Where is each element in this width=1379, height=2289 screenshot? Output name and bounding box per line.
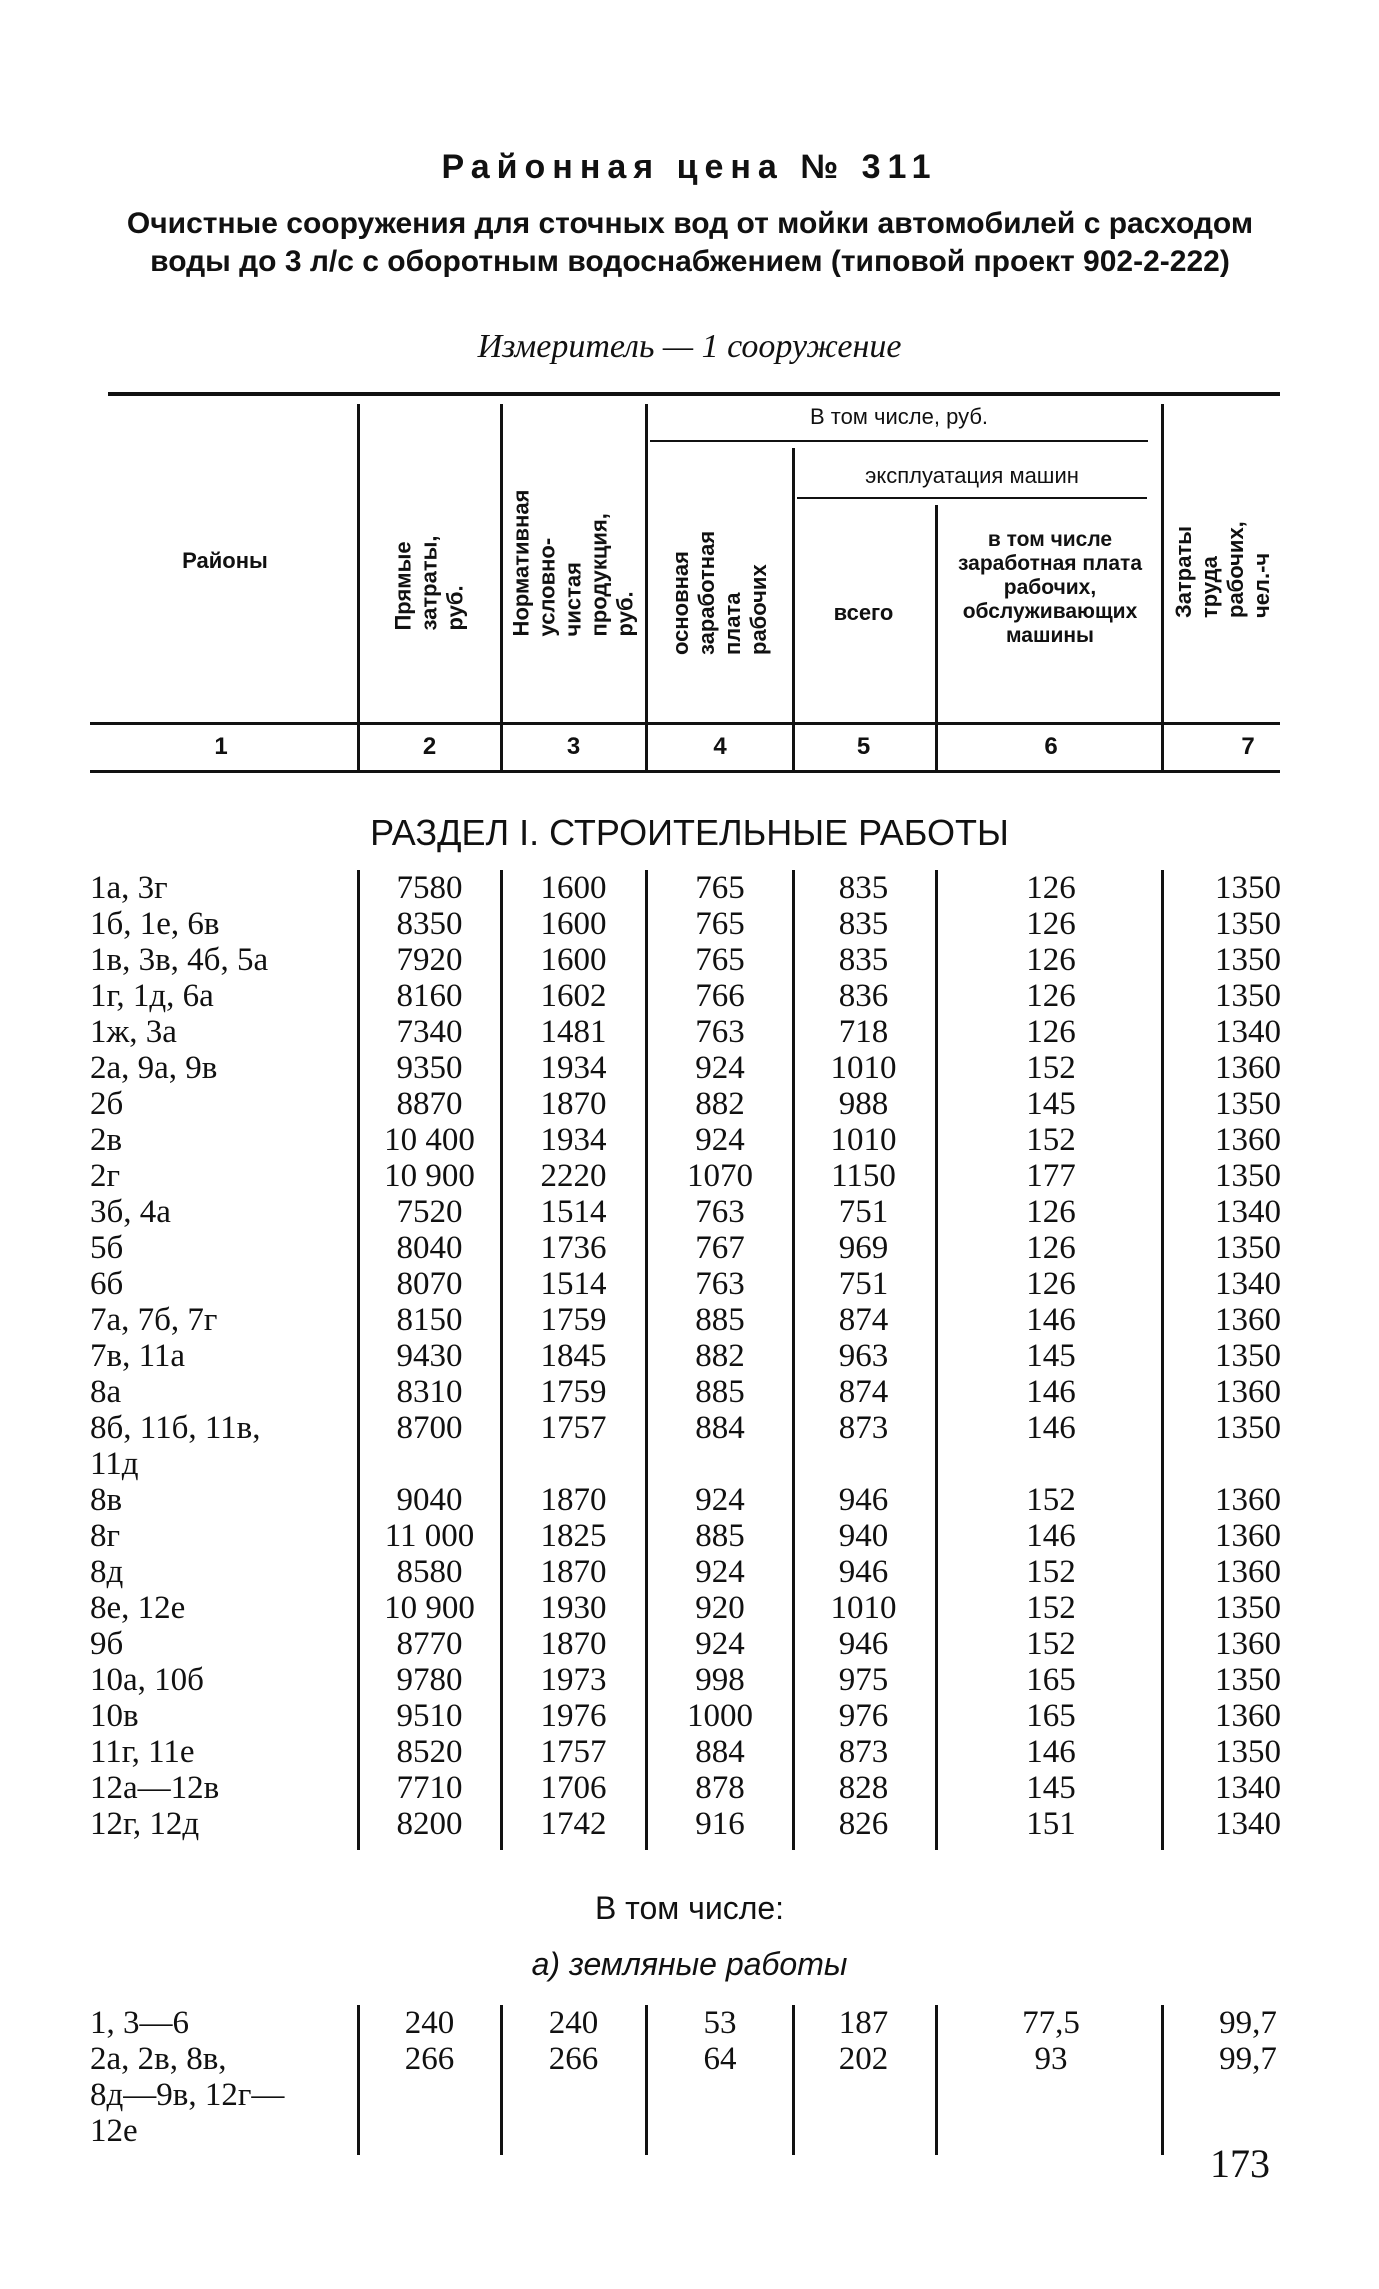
cell-region: 3б, 4а <box>90 1194 171 1230</box>
cell-region: 9б <box>90 1626 124 1662</box>
colnum-2: 2 <box>422 733 437 760</box>
cell-machine-wage: 152 <box>1026 1590 1076 1626</box>
cell-base-wage: 878 <box>695 1770 745 1806</box>
cell-normative-net: 1514 <box>540 1194 607 1230</box>
cell-normative-net: 1930 <box>540 1590 607 1626</box>
header-normative-net: Нормативная условно-чистая продукция, руб. <box>508 489 638 636</box>
cell-machines-total: 873 <box>838 1410 889 1446</box>
cell-labor: 1360 <box>1215 1122 1281 1158</box>
cell-machine-wage: 126 <box>1026 870 1076 906</box>
cell-machines-total: 751 <box>838 1266 889 1302</box>
colnum-bottom-rule <box>90 770 1280 773</box>
cell-region: 8д—9в, 12г— <box>90 2077 285 2113</box>
cell-direct-costs: 7340 <box>396 1014 463 1050</box>
cell-machines-total: 718 <box>838 1014 889 1050</box>
table-row <box>0 2041 1379 2077</box>
table-row <box>0 1014 1379 1050</box>
cell-machines-total: 946 <box>838 1554 889 1590</box>
table-row <box>0 1554 1379 1590</box>
cell-labor: 1350 <box>1215 1158 1281 1194</box>
cell-direct-costs: 8310 <box>396 1374 463 1410</box>
cell-region: 1, 3—6 <box>90 2005 189 2041</box>
cell-labor: 1360 <box>1215 1050 1281 1086</box>
cell-machine-wage: 126 <box>1026 1230 1076 1266</box>
header-vline-3 <box>645 404 648 772</box>
cell-machines-total: 988 <box>838 1086 889 1122</box>
header-direct-costs: Прямые затраты, руб. <box>390 534 468 630</box>
cell-machines-total: 826 <box>838 1806 889 1842</box>
cell-labor: 1360 <box>1215 1698 1281 1734</box>
table-row <box>0 1338 1379 1374</box>
cell-machine-wage: 146 <box>1026 1518 1076 1554</box>
table-row <box>0 1086 1379 1122</box>
cell-normative-net: 1759 <box>540 1374 607 1410</box>
table-row <box>0 1374 1379 1410</box>
cell-labor: 1360 <box>1215 1554 1281 1590</box>
page-number: 173 <box>1210 2141 1270 2186</box>
colnum-1: 1 <box>214 733 228 760</box>
cell-normative-net: 1870 <box>540 1482 607 1518</box>
cell-region: 8в <box>90 1482 123 1518</box>
cell-normative-net: 1757 <box>540 1410 607 1446</box>
cell-normative-net: 1870 <box>540 1626 607 1662</box>
cell-base-wage: 916 <box>695 1806 745 1842</box>
table-row <box>0 1050 1379 1086</box>
cell-normative-net: 240 <box>548 2005 599 2041</box>
cell-labor: 1360 <box>1215 1374 1281 1410</box>
cell-normative-net: 1825 <box>540 1518 607 1554</box>
cell-machine-wage: 152 <box>1026 1050 1076 1086</box>
cell-labor: 1340 <box>1215 1806 1281 1842</box>
cell-normative-net: 1706 <box>540 1770 607 1806</box>
cell-base-wage: 882 <box>695 1086 745 1122</box>
cell-machines-total: 836 <box>838 978 889 1014</box>
cell-labor: 1340 <box>1215 1014 1281 1050</box>
cell-direct-costs: 8350 <box>396 906 463 942</box>
cell-normative-net: 1870 <box>540 1554 607 1590</box>
cell-direct-costs: 8520 <box>396 1734 463 1770</box>
cell-machines-total: 202 <box>838 2041 889 2077</box>
cell-machines-total: 976 <box>838 1698 889 1734</box>
cell-base-wage: 885 <box>695 1518 745 1554</box>
cell-direct-costs: 9780 <box>396 1662 463 1698</box>
cell-normative-net: 1973 <box>540 1662 607 1698</box>
cell-base-wage: 765 <box>695 906 745 942</box>
cell-direct-costs: 8160 <box>396 978 463 1014</box>
cell-labor: 1350 <box>1215 906 1281 942</box>
cell-region: 8б, 11б, 11в, <box>90 1410 261 1446</box>
page-subtitle: Очистные сооружения для сточных вод от мойки автомобилей с расходом воды до 3 л/с с оборотным водоснабжением (типовой проект 902-2-222) <box>126 207 1254 278</box>
cell-direct-costs: 8580 <box>396 1554 463 1590</box>
cell-machine-wage: 126 <box>1026 1014 1076 1050</box>
cell-base-wage: 998 <box>695 1662 745 1698</box>
header-vline-1 <box>357 404 360 772</box>
cell-direct-costs: 7580 <box>396 870 463 906</box>
cell-machine-wage: 126 <box>1026 1194 1076 1230</box>
table-top-rule <box>108 392 1280 396</box>
colnum-3: 3 <box>566 733 581 760</box>
cell-machine-wage: 126 <box>1026 906 1076 942</box>
cell-labor: 1350 <box>1215 1410 1281 1446</box>
cell-machines-total: 874 <box>838 1302 889 1338</box>
cell-normative-net: 266 <box>548 2041 599 2077</box>
cell-base-wage: 924 <box>695 1122 745 1158</box>
section-title: РАЗДЕЛ I. СТРОИТЕЛЬНЫЕ РАБОТЫ <box>370 812 1009 853</box>
cell-machines-total: 963 <box>838 1338 889 1374</box>
cell-region: 8г <box>90 1518 121 1554</box>
cell-machine-wage: 126 <box>1026 978 1076 1014</box>
cell-labor: 1340 <box>1215 1194 1281 1230</box>
cell-region: 6б <box>90 1266 124 1302</box>
cell-region: 12е <box>90 2113 138 2149</box>
table-row <box>0 1806 1379 1842</box>
cell-machines-total: 187 <box>838 2005 889 2041</box>
cell-normative-net: 1934 <box>540 1122 607 1158</box>
colnum-7: 7 <box>1241 733 1255 760</box>
cell-region: 2г <box>90 1158 121 1194</box>
cell-labor: 1350 <box>1215 1230 1281 1266</box>
cell-machines-total: 873 <box>838 1734 889 1770</box>
cell-machine-wage: 146 <box>1026 1410 1076 1446</box>
cell-labor: 1350 <box>1215 1338 1281 1374</box>
cell-region: 2б <box>90 1086 124 1122</box>
cell-machines-total: 969 <box>838 1230 889 1266</box>
cell-direct-costs: 9430 <box>396 1338 463 1374</box>
table-row <box>0 1410 1379 1446</box>
header-machines-total: всего <box>833 600 894 625</box>
table-row <box>0 1590 1379 1626</box>
cell-region: 8е, 12е <box>90 1590 186 1626</box>
cell-base-wage: 884 <box>695 1410 745 1446</box>
cell-machines-total: 835 <box>838 870 889 906</box>
cell-direct-costs: 10 900 <box>384 1590 475 1626</box>
cell-direct-costs: 8770 <box>396 1626 463 1662</box>
cell-base-wage: 885 <box>695 1302 745 1338</box>
cell-labor: 1350 <box>1215 1086 1281 1122</box>
table-row <box>0 2077 1379 2113</box>
header-machines: эксплуатация машин <box>865 463 1079 488</box>
cell-labor: 1340 <box>1215 1770 1281 1806</box>
cell-base-wage: 1070 <box>687 1158 753 1194</box>
cell-labor: 1350 <box>1215 942 1281 978</box>
cell-machines-total: 946 <box>838 1482 889 1518</box>
table-row <box>0 1518 1379 1554</box>
colnum-6: 6 <box>1044 733 1058 760</box>
cell-labor: 1360 <box>1215 1626 1281 1662</box>
cell-normative-net: 1757 <box>540 1734 607 1770</box>
cell-machines-total: 751 <box>838 1194 889 1230</box>
cell-machine-wage: 152 <box>1026 1626 1076 1662</box>
cell-normative-net: 1600 <box>540 906 607 942</box>
cell-base-wage: 924 <box>695 1482 745 1518</box>
cell-base-wage: 766 <box>695 978 745 1014</box>
cell-machines-total: 835 <box>838 906 889 942</box>
cell-base-wage: 53 <box>703 2005 737 2041</box>
cell-machine-wage: 165 <box>1026 1662 1076 1698</box>
table-row <box>0 1158 1379 1194</box>
cell-base-wage: 765 <box>695 942 745 978</box>
table-row <box>0 978 1379 1014</box>
cell-base-wage: 64 <box>703 2041 737 2077</box>
header-machine-wage: в том числе заработная плата рабочих, обслуживающих машины <box>957 528 1143 647</box>
cell-machine-wage: 77,5 <box>1022 2005 1080 2041</box>
header-vline-2 <box>500 404 503 772</box>
cell-direct-costs: 8700 <box>396 1410 463 1446</box>
cell-region: 12г, 12д <box>90 1806 200 1842</box>
cell-machines-total: 1010 <box>830 1122 897 1158</box>
cell-machine-wage: 151 <box>1026 1806 1076 1842</box>
cell-direct-costs: 8200 <box>396 1806 463 1842</box>
cell-region: 1ж, 3а <box>90 1014 177 1050</box>
cell-base-wage: 765 <box>695 870 745 906</box>
cell-base-wage: 884 <box>695 1734 745 1770</box>
cell-labor: 1350 <box>1215 1662 1281 1698</box>
cell-base-wage: 885 <box>695 1374 745 1410</box>
table-row <box>0 2005 1379 2041</box>
cell-direct-costs: 8070 <box>396 1266 463 1302</box>
header-vline-6 <box>1161 404 1164 772</box>
cell-machines-total: 946 <box>838 1626 889 1662</box>
header-base-wage: основная заработная плата рабочих <box>668 530 771 655</box>
cell-base-wage: 924 <box>695 1626 745 1662</box>
table-row <box>0 1302 1379 1338</box>
cell-region: 1а, 3г <box>90 870 168 906</box>
cell-machines-total: 835 <box>838 942 889 978</box>
cell-labor: 1360 <box>1215 1302 1281 1338</box>
table-row <box>0 1734 1379 1770</box>
cell-machine-wage: 152 <box>1026 1482 1076 1518</box>
cell-machine-wage: 145 <box>1026 1770 1076 1806</box>
cell-region: 5б <box>90 1230 124 1266</box>
page-title: Районная цена № 311 <box>441 148 938 186</box>
cell-direct-costs: 9350 <box>396 1050 463 1086</box>
cell-normative-net: 1845 <box>540 1338 607 1374</box>
cell-normative-net: 2220 <box>540 1158 607 1194</box>
cell-direct-costs: 10 400 <box>384 1122 475 1158</box>
cell-direct-costs: 7710 <box>396 1770 463 1806</box>
cell-machine-wage: 146 <box>1026 1734 1076 1770</box>
cell-machines-total: 940 <box>838 1518 889 1554</box>
cell-normative-net: 1602 <box>540 978 607 1014</box>
cell-machines-total: 828 <box>838 1770 889 1806</box>
cell-normative-net: 1514 <box>540 1266 607 1302</box>
cell-normative-net: 1742 <box>540 1806 607 1842</box>
cell-machine-wage: 177 <box>1026 1158 1076 1194</box>
cell-normative-net: 1600 <box>540 870 607 906</box>
header-bottom-rule <box>90 722 1280 725</box>
cell-region: 2а, 2в, 8в, <box>90 2041 227 2077</box>
cell-labor: 1350 <box>1215 870 1281 906</box>
table-row <box>0 2113 1379 2149</box>
table-row <box>0 1194 1379 1230</box>
cell-labor: 1340 <box>1215 1266 1281 1302</box>
cell-base-wage: 763 <box>695 1266 745 1302</box>
cell-base-wage: 763 <box>695 1014 745 1050</box>
cell-region: 10в <box>90 1698 139 1734</box>
cell-base-wage: 920 <box>695 1590 745 1626</box>
cell-labor: 1360 <box>1215 1518 1281 1554</box>
header-vline-5 <box>935 505 938 772</box>
table-row <box>0 1698 1379 1734</box>
cell-machine-wage: 152 <box>1026 1554 1076 1590</box>
cell-direct-costs: 10 900 <box>384 1158 475 1194</box>
incl-rub-rule <box>650 440 1148 442</box>
cell-base-wage: 763 <box>695 1194 745 1230</box>
cell-region: 1г, 1д, 6а <box>90 978 214 1014</box>
cell-machine-wage: 126 <box>1026 1266 1076 1302</box>
cell-region: 2а, 9а, 9в <box>90 1050 218 1086</box>
cell-direct-costs: 8870 <box>396 1086 463 1122</box>
table-row <box>0 1266 1379 1302</box>
cell-normative-net: 1736 <box>540 1230 607 1266</box>
table-row <box>0 1446 1379 1482</box>
cell-normative-net: 1870 <box>540 1086 607 1122</box>
cell-machine-wage: 126 <box>1026 942 1076 978</box>
cell-direct-costs: 8150 <box>396 1302 463 1338</box>
cell-base-wage: 924 <box>695 1554 745 1590</box>
cell-machines-total: 1150 <box>831 1158 896 1194</box>
cell-labor: 1360 <box>1215 1482 1281 1518</box>
header-regions: Районы <box>182 548 268 573</box>
cell-direct-costs: 9510 <box>396 1698 463 1734</box>
cell-region: 11д <box>90 1446 139 1482</box>
header-incl-rub: В том числе, руб. <box>809 404 989 429</box>
cell-region: 7а, 7б, 7г <box>90 1302 218 1338</box>
cell-direct-costs: 11 000 <box>384 1518 475 1554</box>
cell-machine-wage: 145 <box>1026 1338 1076 1374</box>
table-row <box>0 870 1379 906</box>
cell-normative-net: 1976 <box>540 1698 607 1734</box>
cell-machine-wage: 145 <box>1026 1086 1076 1122</box>
measure-unit: Измеритель — 1 сооружение <box>477 328 902 365</box>
cell-base-wage: 1000 <box>687 1698 753 1734</box>
cell-region: 10а, 10б <box>90 1662 204 1698</box>
table-row <box>0 1230 1379 1266</box>
cell-direct-costs: 240 <box>404 2005 455 2041</box>
cell-machines-total: 874 <box>838 1374 889 1410</box>
cell-machines-total: 1010 <box>830 1590 897 1626</box>
cell-machines-total: 975 <box>838 1662 889 1698</box>
table-row <box>0 1122 1379 1158</box>
cell-direct-costs: 7520 <box>396 1194 463 1230</box>
machines-rule <box>797 497 1147 499</box>
header-vline-4 <box>792 448 795 772</box>
cell-labor: 99,7 <box>1219 2005 1277 2041</box>
cell-labor: 1350 <box>1215 1590 1281 1626</box>
header-labor: Затраты труда рабочих, чел.-ч <box>1171 520 1274 618</box>
cell-labor: 1350 <box>1215 978 1281 1014</box>
table-row <box>0 942 1379 978</box>
cell-region: 11г, 11е <box>90 1734 195 1770</box>
table-row <box>0 1626 1379 1662</box>
cell-normative-net: 1481 <box>540 1014 607 1050</box>
cell-machine-wage: 165 <box>1026 1698 1076 1734</box>
table-row <box>0 1662 1379 1698</box>
table-row <box>0 906 1379 942</box>
cell-normative-net: 1759 <box>540 1302 607 1338</box>
table-row <box>0 1482 1379 1518</box>
cell-machine-wage: 152 <box>1026 1122 1076 1158</box>
cell-direct-costs: 7920 <box>396 942 463 978</box>
including-label: В том числе: <box>594 1890 785 1926</box>
colnum-5: 5 <box>856 733 871 760</box>
cell-base-wage: 924 <box>695 1050 745 1086</box>
cell-labor: 99,7 <box>1219 2041 1277 2077</box>
cell-region: 7в, 11а <box>90 1338 186 1374</box>
cell-region: 8а <box>90 1374 122 1410</box>
cell-normative-net: 1600 <box>540 942 607 978</box>
cell-machine-wage: 93 <box>1034 2041 1068 2077</box>
cell-region: 12а—12в <box>90 1770 220 1806</box>
cell-direct-costs: 266 <box>404 2041 455 2077</box>
cell-machine-wage: 146 <box>1026 1302 1076 1338</box>
cell-direct-costs: 8040 <box>396 1230 463 1266</box>
cell-machine-wage: 146 <box>1026 1374 1076 1410</box>
cell-base-wage: 767 <box>695 1230 745 1266</box>
cell-machines-total: 1010 <box>830 1050 897 1086</box>
cell-normative-net: 1934 <box>540 1050 607 1086</box>
subsection-title: а) земляные работы <box>531 1946 848 1982</box>
cell-region: 1в, 3в, 4б, 5а <box>90 942 269 978</box>
cell-region: 1б, 1е, 6в <box>90 906 220 942</box>
table-row <box>0 1770 1379 1806</box>
cell-base-wage: 882 <box>695 1338 745 1374</box>
colnum-4: 4 <box>713 733 727 760</box>
cell-region: 8д <box>90 1554 124 1590</box>
cell-labor: 1350 <box>1215 1734 1281 1770</box>
cell-region: 2в <box>90 1122 123 1158</box>
cell-direct-costs: 9040 <box>396 1482 463 1518</box>
